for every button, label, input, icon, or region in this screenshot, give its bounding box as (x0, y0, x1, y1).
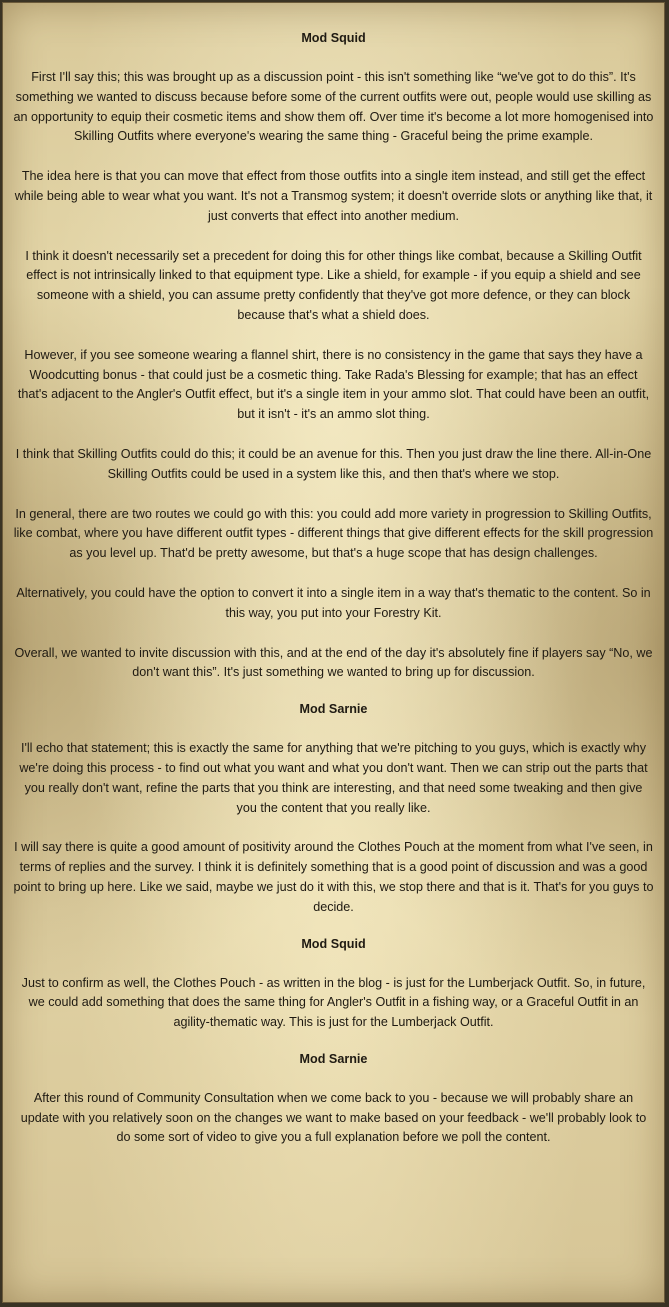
transcript-paragraph: I will say there is quite a good amount of positivity around the Clothes Pouch at the moment from what I've seen, in terms of replies and the survey. I think it is definitely something that is a good point of discussion and was a good point to bring up here. Like we said, maybe we just do it with this, we stop there and that is it. That's for you guys to decide. (13, 840, 654, 914)
transcript-paragraph: After this round of Community Consultation when we come back to you - because we will probably share an update with you relatively soon on the changes we want to make based on your feedback - we'll probably look to do some sort of video to give you a full explanation before we poll the content. (20, 1090, 647, 1145)
transcript-paragraph: Just to confirm as well, the Clothes Pouch - as written in the blog - is just for the Lumberjack Outfit. So, in future, we could add something that does the same thing for Angler's Outfit in a fishing way, or a Graceful Outfit in an agility-thematic way. This is just for the Lumberjack Outfit. (21, 975, 646, 1030)
speaker-name: Mod Squid (301, 31, 366, 45)
speaker-name: Mod Squid (301, 936, 366, 951)
transcript-paragraph: Overall, we wanted to invite discussion with this, and at the end of the day it's absolutely fine if players say “No, we don't want this”. It's just something we wanted to bring up for discussion. (14, 645, 653, 680)
transcript-paragraph: In general, there are two routes we could go with this: you could add more variety in progression to Skilling Outfits, like combat, where you have different outfit types - different things that give different effects for the skill progression as you level up. That'd be pretty awesome, but that's a huge scope that has design challenges. (13, 506, 654, 561)
speaker-name: Mod Sarnie (299, 702, 368, 717)
transcript-paragraph: I think that Skilling Outfits could do this; it could be an avenue for this. Then you just draw the line there. All-in-One Skilling Outfits could be used in a system like this, and then that's where we stop. (15, 446, 652, 481)
transcript-paragraph: I think it doesn't necessarily set a precedent for doing this for other things like combat, because a Skilling Outfit effect is not intrinsically linked to that equipment type. Like a shield, for example - if you equip a shield and see someone with a shield, you can assume pretty confidently that they've got more defence, or they can block because that's what a shield does. (25, 248, 642, 322)
transcript-paragraph: Alternatively, you could have the option to convert it into a single item in a way that's thematic to the content. So in this way, you put into your Forestry Kit. (16, 585, 651, 620)
transcript-panel (2, 2, 665, 1303)
speaker-name: Mod Sarnie (299, 1051, 368, 1066)
transcript-paragraph: The idea here is that you can move that effect from those outfits into a single item instead, and still get the effect while being able to wear what you want. It's not a Transmog system; it doesn't override slots or anything like that, it just converts that effect into another medium. (14, 169, 653, 223)
transcript-paragraph: However, if you see someone wearing a flannel shirt, there is no consistency in the game that says they have a Woodcutting bonus - that could just be a cosmetic thing. Take Rada's Blessing for example; that has an effect that's adjacent to the Angler's Outfit effect, but it's a single item in your ammo slot. That could have been an outfit, but it isn't - it's an ammo slot thing. (17, 347, 650, 422)
transcript-paragraph: I'll echo that statement; this is exactly the same for anything that we're pitching to you guys, which is exactly why we're doing this process - to find out what you want and what you don't want. Then we can strip out the parts that you really don't want, refine the parts that you think are interesting, and that need some tweaking and then give you the content that you really like. (19, 741, 648, 815)
transcript-paragraph: First I'll say this; this was brought up as a discussion point - this isn't something like “we've got to do this”. It's something we wanted to discuss because before some of the current outfits were out, people would use skilling as an opportunity to equip their cosmetic items and show them off. Over time it's become a lot more homogenised into Skilling Outfits where everyone's wearing the same thing - Graceful being the prime example. (13, 70, 654, 144)
